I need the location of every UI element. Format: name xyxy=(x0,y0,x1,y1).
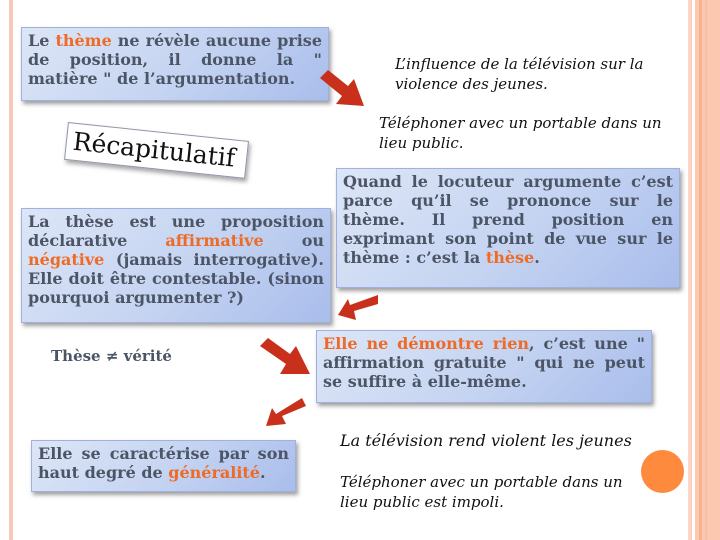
band-stripe xyxy=(688,0,691,540)
band-stripe xyxy=(705,0,707,540)
arrow-left-down-icon xyxy=(336,293,380,323)
argument-text: Quand le locuteur argumente c’est parce qu’il se prononce sur le thème. Il prend position en exprimant son point de vue sur le thème : c’est la xyxy=(343,172,673,267)
arrow-right-down-icon xyxy=(318,68,368,110)
these-part3: (jamais interrogative). Elle doit être contestable. (sinon pourquoi argumenter ?) xyxy=(28,250,324,307)
theme-definition-box xyxy=(21,27,329,101)
recap-title-tag: Récapitulatif xyxy=(64,122,249,179)
theme-example-1: L’influence de la télévision sur la violence des jeunes. xyxy=(395,55,644,93)
band-stripe xyxy=(692,0,695,540)
these-limit-box xyxy=(316,330,652,403)
theme-suffix: ne révèle aucune prise de position, il donne la " matière " de l’argumentation. xyxy=(28,31,322,88)
theme-keyword: thème xyxy=(55,31,112,50)
band-stripe xyxy=(699,0,702,540)
elle-keyword: Elle ne démontre rien xyxy=(323,334,530,353)
affirmative-keyword: affirmative xyxy=(165,231,264,250)
right-decorative-band xyxy=(688,0,720,540)
generality-box xyxy=(31,440,296,492)
theme-example-2: Téléphoner avec un portable dans un lieu public. xyxy=(379,114,662,152)
arrow-right-down-icon xyxy=(258,336,314,378)
argument-suffix: . xyxy=(534,248,540,267)
negative-keyword: négative xyxy=(28,250,105,269)
argument-definition-box xyxy=(336,168,680,288)
these-keyword: thèse xyxy=(485,248,535,267)
arrow-left-down-icon xyxy=(262,396,308,430)
orange-dot-icon xyxy=(641,450,684,493)
theme-prefix: Le xyxy=(28,31,56,50)
these-example-2: Téléphoner avec un portable dans un lieu public est impoli. xyxy=(340,473,623,511)
these-not-truth-label: Thèse ≠ vérité xyxy=(51,347,172,365)
generality-text: Elle se caractérise par son haut degré de xyxy=(38,444,289,482)
generality-keyword: généralité xyxy=(168,463,260,482)
left-decorative-rule xyxy=(9,0,13,540)
generality-suffix: . xyxy=(259,463,266,482)
these-example-1: La télévision rend violent les jeunes xyxy=(340,431,632,450)
these-part1: La thèse est une proposition déclarative xyxy=(28,212,324,250)
these-part2: ou xyxy=(263,231,324,250)
elle-text: , c’est une " affirmation gratuite " qui ne peut se suffire à elle-même. xyxy=(323,334,645,391)
these-definition-box xyxy=(21,208,331,323)
